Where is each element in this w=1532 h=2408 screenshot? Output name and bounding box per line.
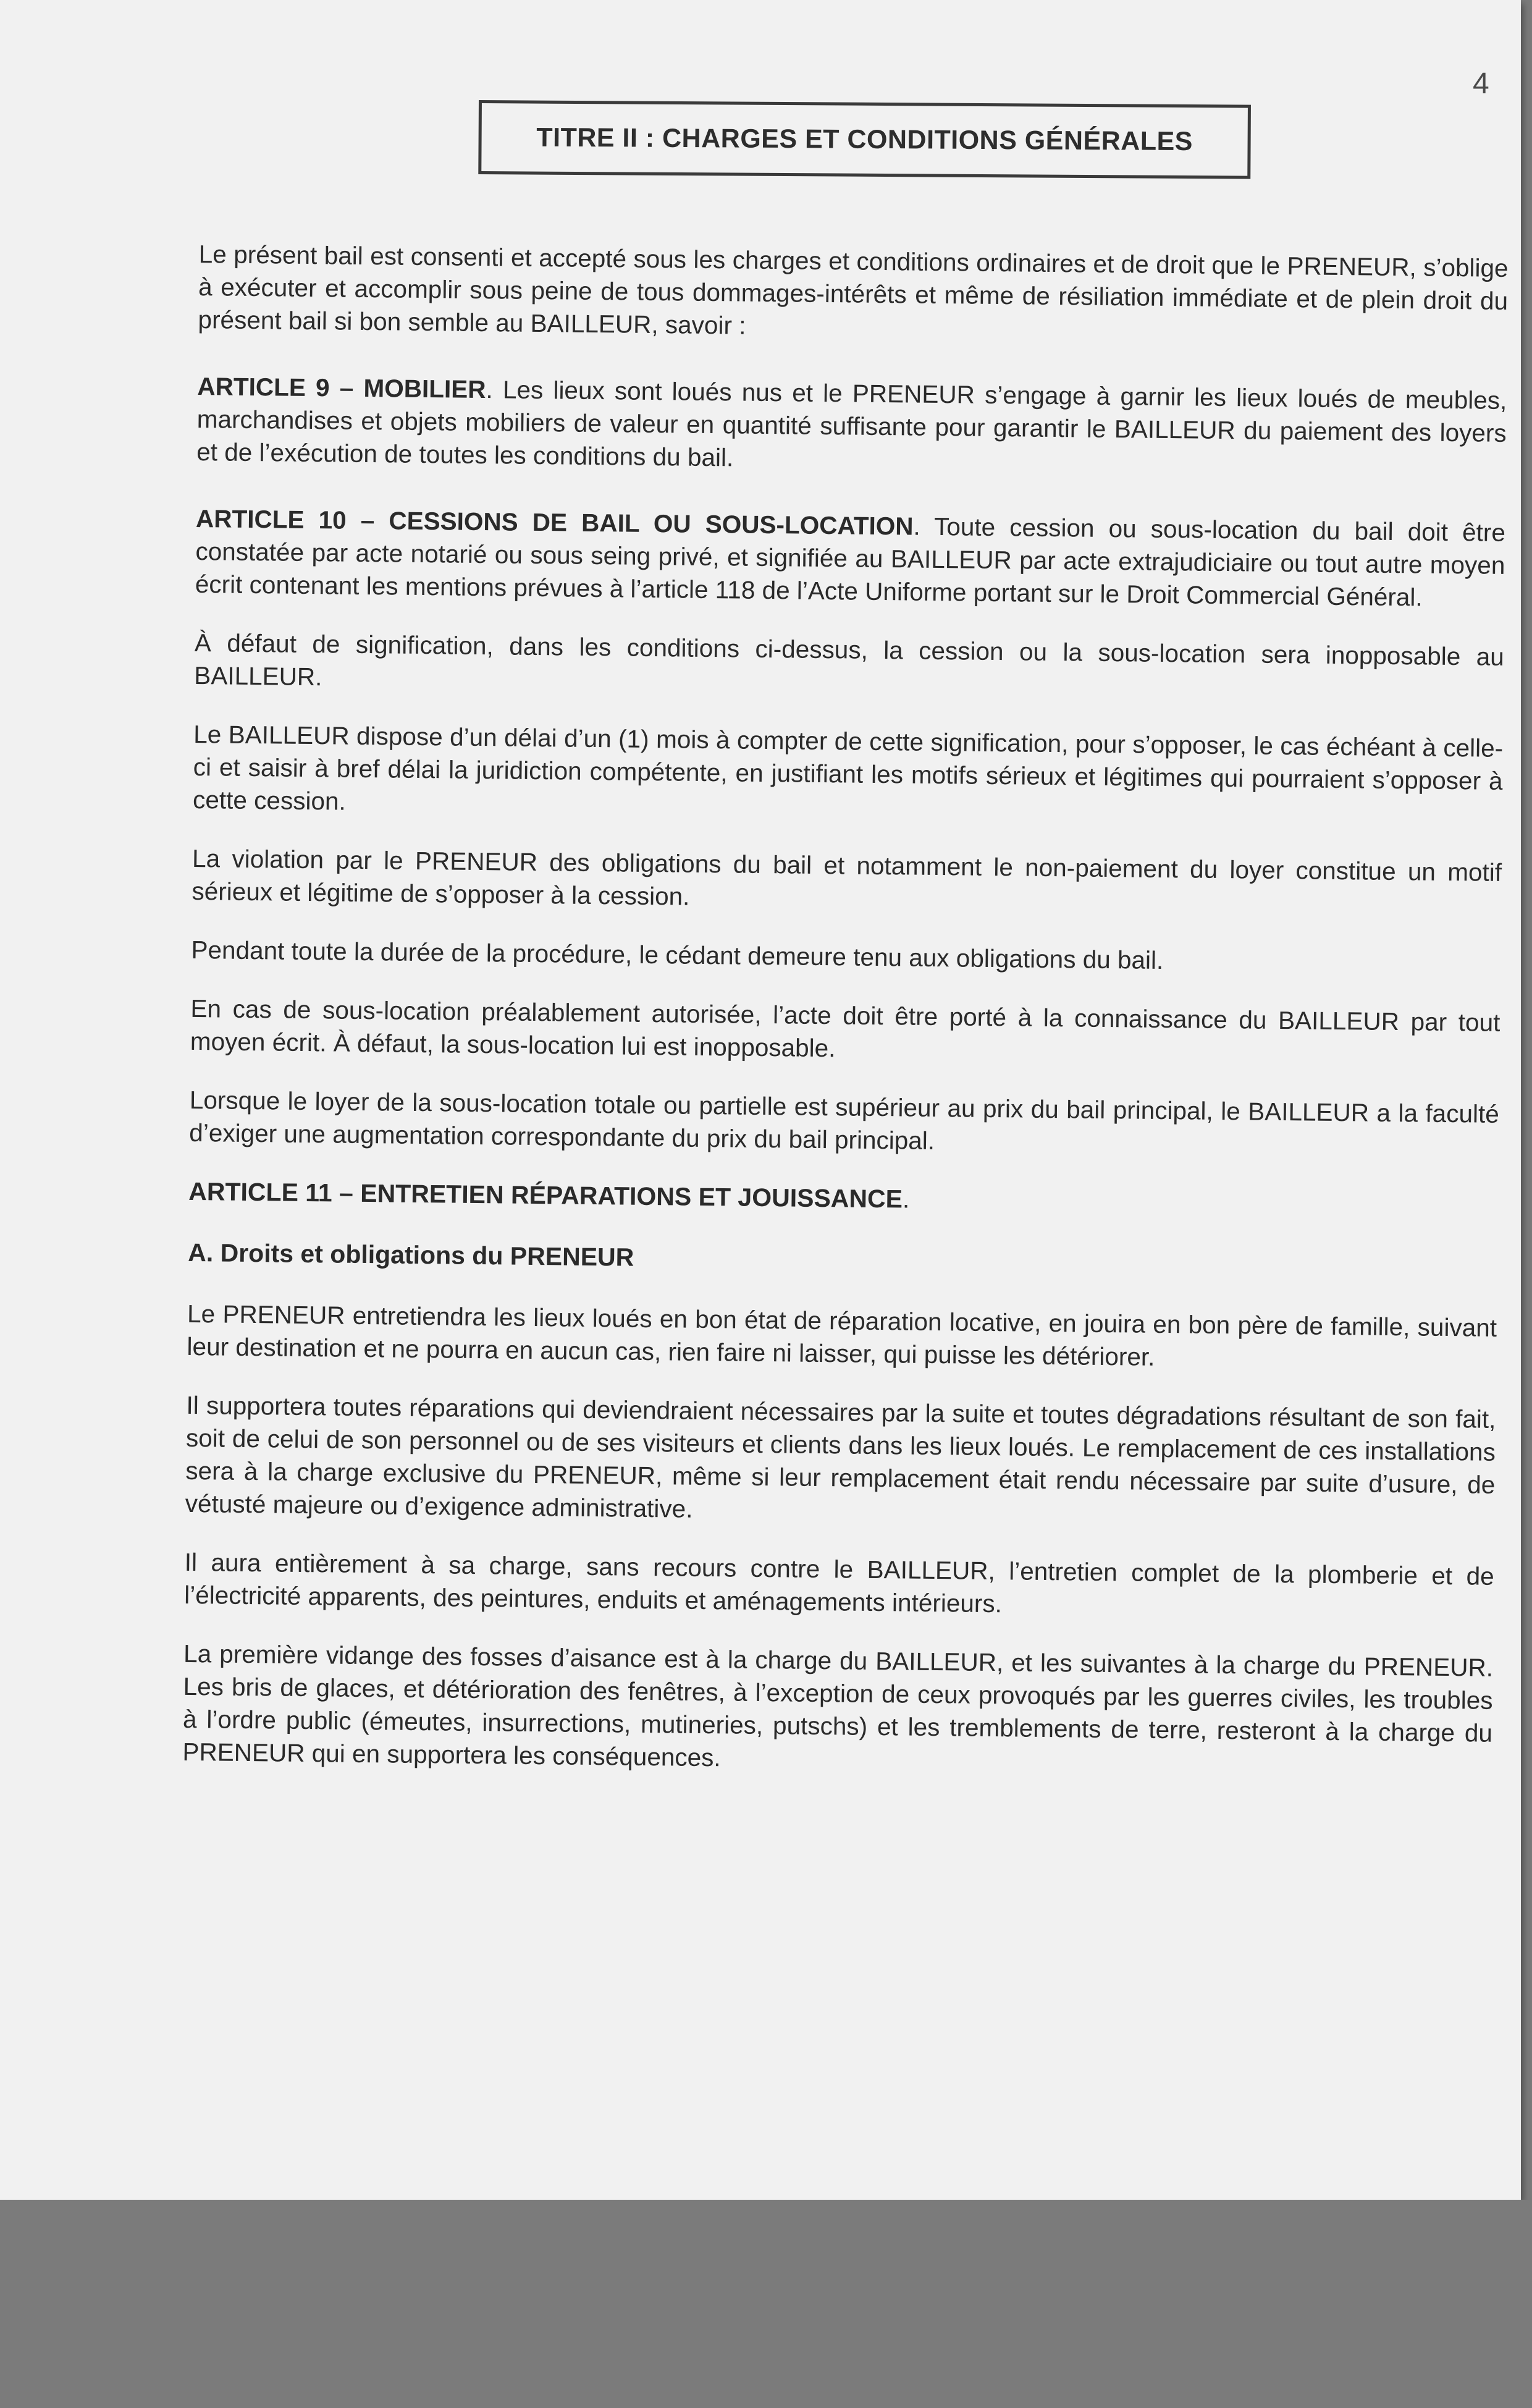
article-10-paragraph: En cas de sous-location préalablement autorisée, l’acte doit être porté à la connaissance du BAILLEUR par tout moyen écrit. À défaut, la sous-location lui est inopposable. [190,994,1500,1063]
article-11-paragraph: La première vidange des fosses d’aisance est à la charge du BAILLEUR, et les suivantes à la charge du PRENEUR. Les bris de glaces, et détérioration des fenêtres, à l’exception de ceux provoqués par les guerres civiles, les troubles à l’ordre public (émeutes, insurrections, mutineries, putschs) et les tremblements de terre, resteront à la charge du PRENEUR qui en supportera les conséquences. [182,1639,1494,1772]
article-9-heading: ARTICLE 9 – MOBILIER [197,371,486,404]
article-10-paragraph: À défaut de signification, dans les conditions ci-dessus, la cession ou la sous-location sera inopposable au BAILLEUR. [194,628,1505,691]
article-10 [195,502,1506,615]
title-box [478,100,1251,179]
intro-paragraph: Le présent bail est consenti et accepté sous les charges et conditions ordinaires et de droit que le PRENEUR, s’oblige à exécuter et accomplir sous peine de tous dommages-intérêts et même de résiliation immédiate et de plein droit du présent bail si bon semble au BAILLEUR, savoir : [198,239,1509,340]
article-11-paragraph: Il supportera toutes réparations qui deviendraient nécessaires par la suite et toutes dégradations résultant de son fait, soit de celui de son personnel ou de ses visiteurs et clients dans les lieux loués. Le remplacement de ces installations sera à la charge exclusive du PRENEUR, même si leur remplacement était rendu nécessaire par suite d’usure, de vétusté majeure ou d’exigence administrative. [185,1390,1496,1523]
article-10-heading: ARTICLE 10 – CESSIONS DE BAIL OU SOUS-LOCATION [195,504,914,541]
article-9-text: . Les lieux sont loués nus et le PRENEUR s’engage à garnir les lieux loués de meubles, marchandises et objets mobiliers de valeur en quantité suffisante pour garantir le BAILLEUR du paiement des loyers et de l’exécution de toutes les conditions du bail. [196,375,1507,472]
article-10-paragraph: Lorsque le loyer de la sous-location totale ou partielle est supérieur au prix du bail principal, le BAILLEUR a la faculté d’exiger une augmentation correspondante du prix du bail principal. [189,1085,1500,1155]
article-11-paragraph: Il aura entièrement à sa charge, sans recours contre le BAILLEUR, l’entretien complet de la plomberie et de l’électricité apparents, des peintures, enduits et aménagements intérieurs. [183,1547,1494,1618]
article-10-paragraph: Le BAILLEUR dispose d’un délai d’un (1) mois à compter de cette signification, pour s’opposer, le cas échéant à celle-ci et saisir à bref délai la juridiction compétente, en justifiant les motifs sérieux et légitimes qui pourraient s’opposer à cette cession. [192,719,1504,816]
document-body [182,238,1509,1809]
article-11-heading: ARTICLE 11 – ENTRETIEN RÉPARATIONS ET JOUISSANCE. [188,1177,910,1214]
page-title: TITRE II : CHARGES ET CONDITIONS GÉNÉRALES [536,122,1193,156]
scanner-background [0,2200,1532,2408]
article-9 [196,370,1507,483]
page-number: 4 [1473,67,1489,100]
article-10-paragraph: La violation par le PRENEUR des obligations du bail et notamment le non-paiement du loyer constitue un motif sérieux et légitime de s’opposer à la cession. [192,843,1502,911]
article-11-paragraph: Le PRENEUR entretiendra les lieux loués en bon état de réparation locative, en jouira en bon père de famille, suivant leur destination et ne pourra en aucun cas, rien faire ni laisser, qui puisse les détériorer. [187,1299,1497,1371]
article-10-text: . Toute cession ou sous-location du bail doit être constatée par acte notarié ou sous seing privé, et signifiée au BAILLEUR par acte extrajudiciaire ou tout autre moyen écrit contenant les mentions prévues à l’article 118 de l’Acte Uniforme portant sur le Droit Commercial Général. [195,512,1506,612]
article-10-paragraph: Pendant toute la durée de la procédure, le cédant demeure tenu aux obligations du bail. [191,935,1164,974]
article-11-subheading: A. Droits et obligations du PRENEUR [187,1238,634,1272]
